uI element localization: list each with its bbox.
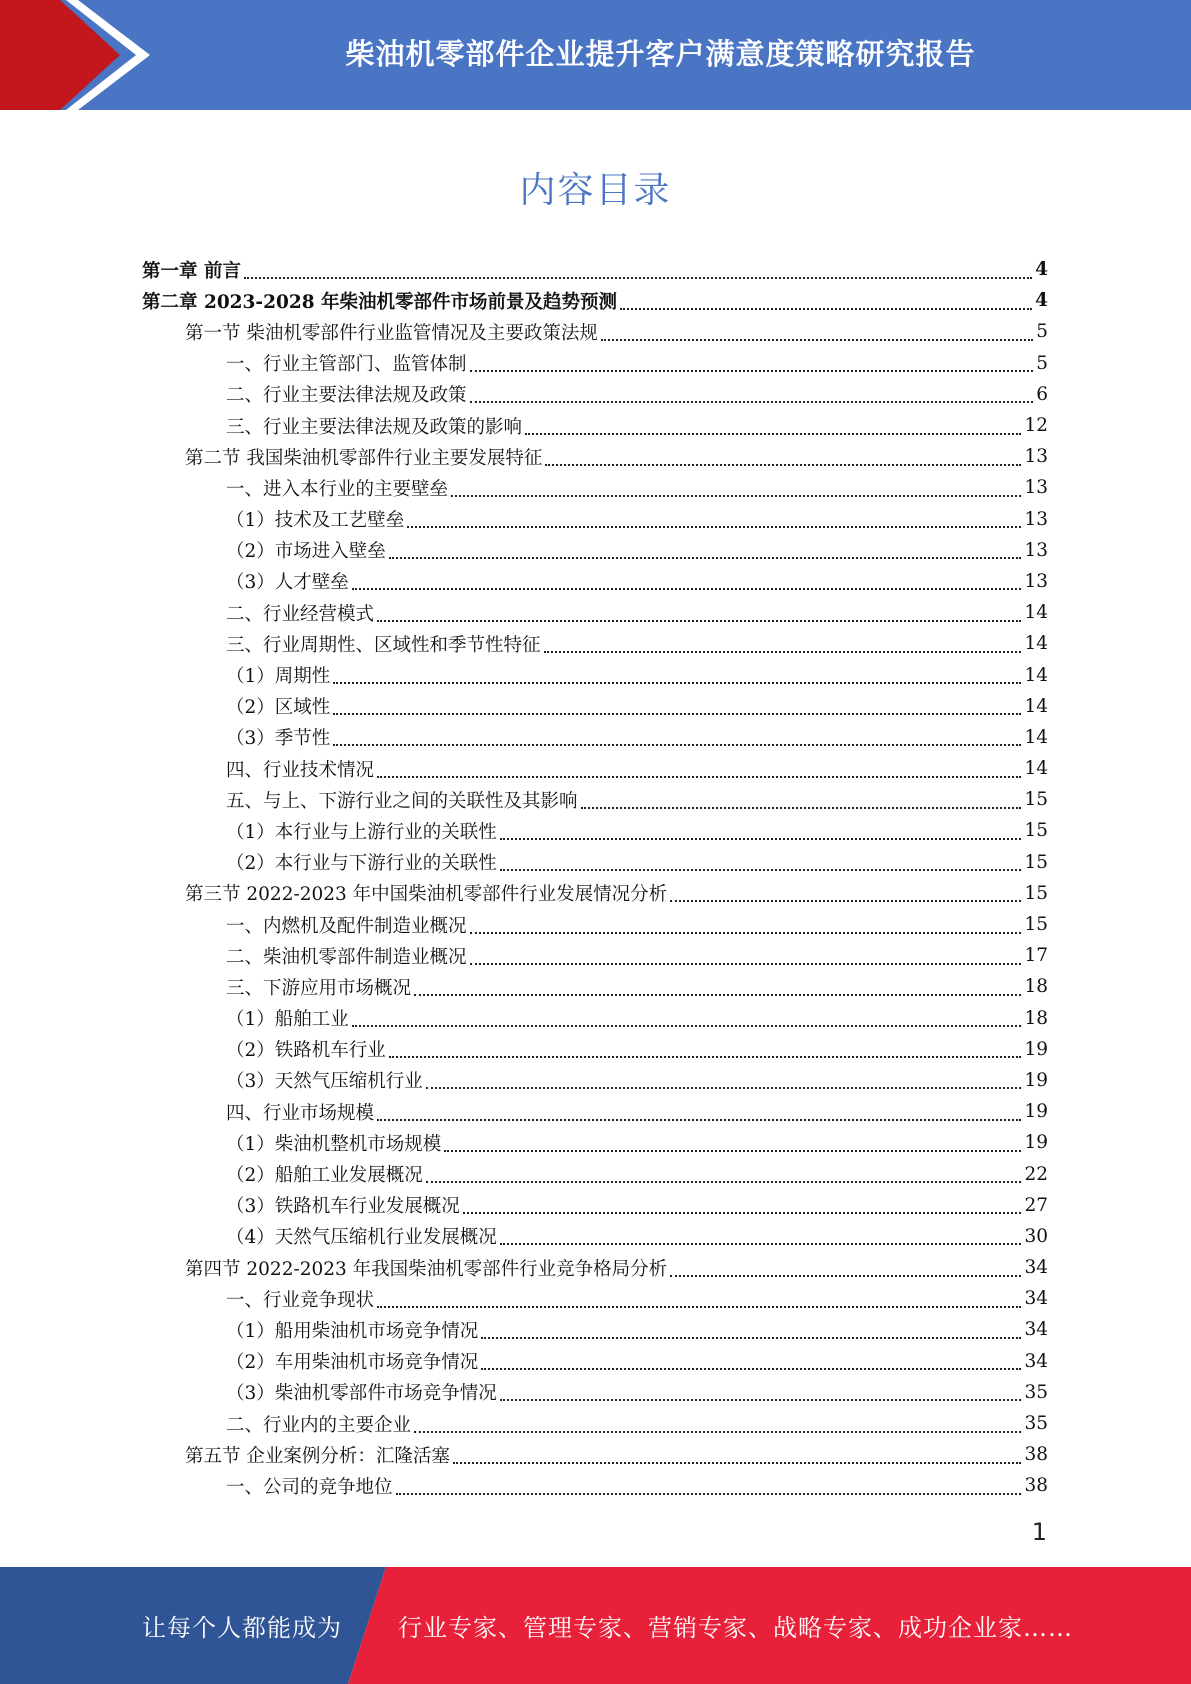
toc-dot-leader: [545, 452, 1021, 466]
page-number: 1: [1031, 1518, 1047, 1546]
toc-entry-page: 13: [1024, 446, 1048, 468]
toc-dot-leader: [500, 857, 1022, 871]
toc-dot-leader: [670, 1263, 1021, 1277]
toc-dot-leader: [389, 545, 1022, 559]
toc-entry[interactable]: [142, 1034, 1048, 1065]
toc-entry[interactable]: [142, 1096, 1048, 1127]
toc-entry[interactable]: [142, 441, 1048, 472]
toc-entry-title: 一、内燃机及配件制造业概况: [226, 915, 467, 937]
toc-entry[interactable]: [142, 691, 1048, 722]
toc-entry[interactable]: [142, 285, 1048, 316]
toc-entry[interactable]: [142, 753, 1048, 784]
toc-entry[interactable]: [142, 1065, 1048, 1096]
toc-heading: 内容目录: [519, 170, 672, 211]
toc-entry-page: 15: [1024, 789, 1048, 811]
table-of-contents: [142, 254, 1048, 1502]
toc-dot-leader: [377, 608, 1021, 622]
toc-dot-leader: [470, 951, 1022, 965]
toc-entry[interactable]: [142, 1283, 1048, 1314]
toc-entry-title: 第三节 2022-2023 年中国柴油机零部件行业发展情况分析: [185, 884, 668, 906]
toc-entry-title: 第二章 2023-2028 年柴油机零部件市场前景及趋势预测: [142, 291, 618, 313]
toc-entry[interactable]: [142, 847, 1048, 878]
toc-entry[interactable]: [142, 597, 1048, 628]
toc-entry-page: 15: [1024, 851, 1048, 873]
toc-entry[interactable]: [142, 1252, 1048, 1283]
toc-dot-leader: [389, 1044, 1022, 1058]
toc-entry-page: 13: [1024, 539, 1048, 561]
footer-slogan-left: 让每个人都能成为: [142, 1614, 342, 1642]
toc-dot-leader: [414, 982, 1021, 996]
toc-dot-leader: [470, 920, 1022, 934]
toc-entry[interactable]: [142, 940, 1048, 971]
toc-entry-page: 13: [1024, 508, 1048, 530]
toc-entry-page: 38: [1024, 1444, 1048, 1466]
footer-slogan-right: 行业专家、管理专家、营销专家、战略专家、成功企业家……: [398, 1614, 1073, 1642]
toc-dot-leader: [244, 265, 1032, 279]
toc-dot-leader: [525, 421, 1021, 435]
toc-entry-title: 一、行业主管部门、监管体制: [226, 354, 467, 376]
toc-entry[interactable]: [142, 1439, 1048, 1470]
toc-entry-title: 一、公司的竞争地位: [226, 1476, 393, 1498]
toc-entry-page: 35: [1024, 1381, 1048, 1403]
toc-dot-leader: [352, 1013, 1022, 1027]
toc-entry-title: 三、行业周期性、区域性和季节性特征: [226, 634, 541, 656]
toc-dot-leader: [407, 514, 1021, 528]
toc-entry-page: 34: [1024, 1257, 1048, 1279]
toc-entry-title: 第一章 前言: [142, 260, 241, 282]
toc-dot-leader: [500, 1387, 1022, 1401]
toc-entry-page: 30: [1024, 1225, 1048, 1247]
toc-dot-leader: [500, 826, 1022, 840]
toc-entry[interactable]: [142, 1408, 1048, 1439]
toc-dot-leader: [601, 327, 1033, 341]
toc-entry[interactable]: [142, 1127, 1048, 1158]
toc-entry-page: 14: [1024, 758, 1048, 780]
toc-dot-leader: [470, 358, 1034, 372]
toc-entry-title: 第四节 2022-2023 年我国柴油机零部件行业竞争格局分析: [185, 1258, 668, 1280]
toc-entry-title: 第一节 柴油机零部件行业监管情况及主要政策法规: [185, 322, 598, 344]
footer-band: [0, 1567, 1191, 1684]
toc-entry-page: 34: [1024, 1288, 1048, 1310]
toc-entry[interactable]: [142, 909, 1048, 940]
toc-entry-page: 17: [1024, 945, 1048, 967]
toc-entry-title: 一、行业竞争现状: [226, 1289, 375, 1311]
toc-entry-title: （1）本行业与上游行业的关联性: [226, 821, 497, 843]
toc-entry-title: （2）船舶工业发展概况: [226, 1165, 423, 1187]
toc-entry-page: 12: [1024, 415, 1048, 437]
toc-entry-page: 13: [1024, 477, 1048, 499]
toc-entry-page: 13: [1024, 570, 1048, 592]
toc-entry-title: （1）柴油机整机市场规模: [226, 1133, 442, 1155]
toc-entry-title: （3）人才壁垒: [226, 572, 349, 594]
toc-entry[interactable]: [142, 1377, 1048, 1408]
toc-entry-page: 4: [1035, 290, 1048, 312]
toc-entry-page: 14: [1024, 633, 1048, 655]
toc-dot-leader: [377, 1107, 1021, 1121]
toc-entry-page: 38: [1024, 1475, 1048, 1497]
toc-dot-leader: [670, 888, 1021, 902]
toc-dot-leader: [481, 1356, 1021, 1370]
toc-entry-title: 三、下游应用市场概况: [226, 977, 412, 999]
toc-entry[interactable]: [142, 722, 1048, 753]
toc-entry[interactable]: [142, 348, 1048, 379]
toc-entry[interactable]: [142, 472, 1048, 503]
toc-entry-title: 第二节 我国柴油机零部件行业主要发展特征: [185, 447, 543, 469]
toc-entry[interactable]: [142, 628, 1048, 659]
toc-entry-title: （2）区域性: [226, 697, 331, 719]
toc-entry-title: （2）铁路机车行业: [226, 1040, 386, 1062]
toc-entry[interactable]: [142, 1003, 1048, 1034]
toc-entry[interactable]: [142, 254, 1048, 285]
toc-entry-title: （3）柴油机零部件市场竞争情况: [226, 1383, 497, 1405]
toc-entry-page: 18: [1024, 976, 1048, 998]
toc-entry[interactable]: [142, 878, 1048, 909]
toc-entry[interactable]: [142, 535, 1048, 566]
toc-entry[interactable]: [142, 971, 1048, 1002]
toc-entry[interactable]: [142, 410, 1048, 441]
toc-entry-title: （3）季节性: [226, 728, 331, 750]
toc-entry-title: （3）铁路机车行业发展概况: [226, 1196, 460, 1218]
toc-entry-title: （2）本行业与下游行业的关联性: [226, 853, 497, 875]
toc-entry-title: （1）周期性: [226, 666, 331, 688]
toc-entry-page: 14: [1024, 602, 1048, 624]
toc-dot-leader: [352, 576, 1022, 590]
toc-dot-leader: [414, 1419, 1021, 1433]
toc-entry-page: 14: [1024, 726, 1048, 748]
toc-entry[interactable]: [142, 1190, 1048, 1221]
toc-entry[interactable]: [142, 659, 1048, 690]
toc-entry-title: 五、与上、下游行业之间的关联性及其影响: [226, 790, 578, 812]
toc-entry-page: 19: [1024, 1132, 1048, 1154]
toc-entry-title: （1）船舶工业: [226, 1009, 349, 1031]
toc-dot-leader: [451, 483, 1021, 497]
toc-entry-page: 34: [1024, 1350, 1048, 1372]
toc-entry[interactable]: [142, 316, 1048, 347]
toc-dot-leader: [453, 1450, 1022, 1464]
toc-entry[interactable]: [142, 1314, 1048, 1345]
toc-entry-title: 二、柴油机零部件制造业概况: [226, 946, 467, 968]
toc-entry-page: 35: [1024, 1413, 1048, 1435]
toc-entry-title: 二、行业主要法律法规及政策: [226, 385, 467, 407]
toc-dot-leader: [377, 1294, 1021, 1308]
toc-entry-page: 19: [1024, 1101, 1048, 1123]
toc-entry[interactable]: [142, 815, 1048, 846]
toc-entry-title: （1）船用柴油机市场竞争情况: [226, 1320, 479, 1342]
toc-entry-title: （2）车用柴油机市场竞争情况: [226, 1352, 479, 1374]
toc-dot-leader: [620, 296, 1032, 310]
toc-entry-title: 四、行业技术情况: [226, 759, 375, 781]
toc-entry-title: 一、进入本行业的主要壁垒: [226, 478, 449, 500]
toc-entry-page: 19: [1024, 1038, 1048, 1060]
toc-entry-title: （3）天然气压缩机行业: [226, 1071, 423, 1093]
toc-entry[interactable]: [142, 566, 1048, 597]
toc-dot-leader: [426, 1169, 1022, 1183]
toc-dot-leader: [426, 1075, 1022, 1089]
report-title: 柴油机零部件企业提升客户满意度策略研究报告: [345, 36, 976, 71]
toc-entry-title: 二、行业内的主要企业: [226, 1414, 412, 1436]
toc-dot-leader: [377, 764, 1021, 778]
toc-entry-page: 4: [1035, 259, 1048, 281]
toc-entry-page: 14: [1024, 664, 1048, 686]
toc-dot-leader: [481, 1325, 1021, 1339]
header-band: [0, 0, 1191, 110]
toc-entry-page: 34: [1024, 1319, 1048, 1341]
toc-entry-title: 第五节 企业案例分析：汇隆活塞: [185, 1445, 450, 1467]
toc-entry-page: 5: [1036, 352, 1048, 374]
toc-dot-leader: [444, 1138, 1021, 1152]
toc-entry-page: 27: [1024, 1194, 1048, 1216]
toc-entry[interactable]: [142, 784, 1048, 815]
toc-entry-title: （1）技术及工艺壁垒: [226, 510, 405, 532]
toc-entry-title: （2）市场进入壁垒: [226, 541, 386, 563]
toc-entry[interactable]: [142, 1346, 1048, 1377]
toc-dot-leader: [581, 795, 1022, 809]
toc-entry[interactable]: [142, 1470, 1048, 1501]
toc-dot-leader: [396, 1481, 1022, 1495]
toc-entry[interactable]: [142, 1221, 1048, 1252]
toc-entry-page: 19: [1024, 1069, 1048, 1091]
toc-entry[interactable]: [142, 504, 1048, 535]
toc-entry-page: 5: [1036, 321, 1048, 343]
toc-entry-title: 三、行业主要法律法规及政策的影响: [226, 416, 523, 438]
toc-entry-title: 二、行业经营模式: [226, 603, 375, 625]
toc-entry-page: 14: [1024, 695, 1048, 717]
toc-dot-leader: [463, 1200, 1022, 1214]
toc-entry-page: 15: [1024, 914, 1048, 936]
toc-dot-leader: [333, 670, 1021, 684]
toc-dot-leader: [333, 732, 1021, 746]
toc-dot-leader: [470, 389, 1034, 403]
toc-entry-page: 18: [1024, 1007, 1048, 1029]
toc-entry[interactable]: [142, 1158, 1048, 1189]
toc-dot-leader: [500, 1231, 1022, 1245]
toc-entry-page: 15: [1024, 882, 1048, 904]
toc-dot-leader: [333, 701, 1021, 715]
toc-entry[interactable]: [142, 379, 1048, 410]
toc-entry-page: 22: [1024, 1163, 1048, 1185]
toc-entry-title: 四、行业市场规模: [226, 1102, 375, 1124]
toc-entry-page: 15: [1024, 820, 1048, 842]
toc-entry-page: 6: [1036, 383, 1048, 405]
toc-dot-leader: [544, 639, 1022, 653]
toc-entry-title: （4）天然气压缩机行业发展概况: [226, 1227, 497, 1249]
